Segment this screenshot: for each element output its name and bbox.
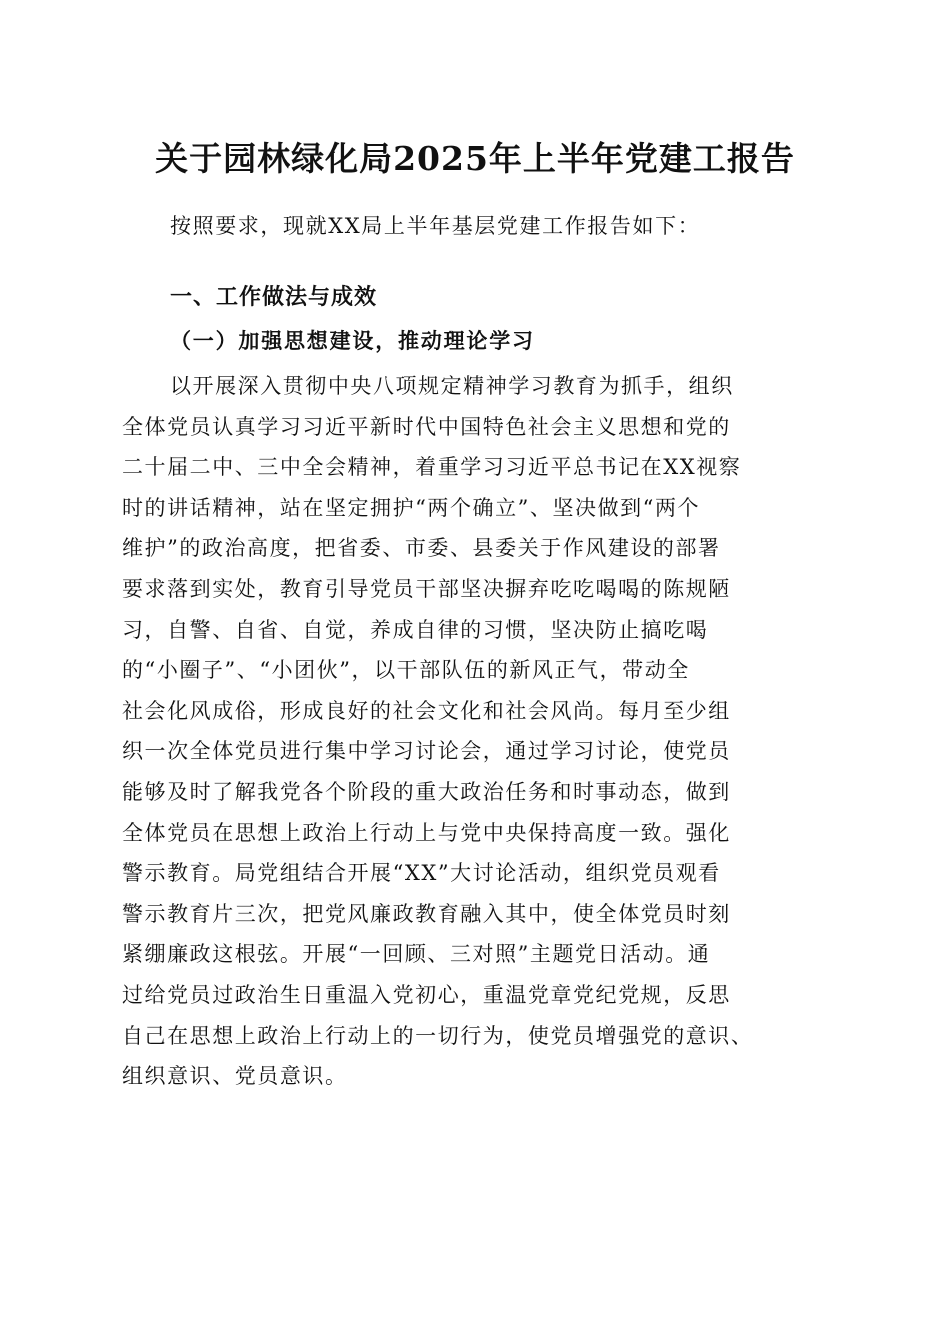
document-title: 关于园林绿化局2025年上半年党建工报告 bbox=[155, 139, 795, 178]
paragraph-line: 时的讲话精神，站在坚定拥护“两个确立”、坚决做到“两个 bbox=[122, 495, 701, 520]
paragraph-line: 警示教育。局党组结合开展“XX”大讨论活动，组织党员观看 bbox=[122, 861, 721, 886]
paragraph-line: 织一次全体党员进行集中学习讨论会，通过学习讨论，使党员 bbox=[122, 739, 731, 764]
section-heading: 一、工作做法与成效 bbox=[170, 285, 378, 310]
paragraph-line: 以开展深入贯彻中央八项规定精神学习教育为抓手，组织 bbox=[170, 374, 734, 398]
paragraph-line: 社会化风成俗，形成良好的社会文化和社会风尚。每月至少组 bbox=[122, 698, 731, 723]
paragraph-line: 紧绷廉政这根弦。开展“一回顾、三对照”主题党日活动。通 bbox=[122, 942, 711, 967]
paragraph-line: 警示教育片三次，把党风廉政教育融入其中，使全体党员时刻 bbox=[122, 901, 731, 926]
paragraph-line: 全体党员认真学习习近平新时代中国特色社会主义思想和党的 bbox=[122, 414, 731, 439]
paragraph-line: 要求落到实处，教育引导党员干部坚决摒弃吃吃喝喝的陈规陋 bbox=[122, 576, 731, 601]
paragraph-line: 维护”的政治高度，把省委、市委、县委关于作风建设的部署 bbox=[122, 536, 721, 561]
paragraph-line: 组织意识、党员意识。 bbox=[122, 1064, 348, 1089]
paragraph-line: 自己在思想上政治上行动上的一切行为，使党员增强党的意识、 bbox=[122, 1023, 754, 1048]
paragraph-line: 全体党员在思想上政治上行动上与党中央保持高度一致。强化 bbox=[122, 820, 731, 845]
subsection-heading: （一）加强思想建设，推动理论学习 bbox=[170, 328, 535, 353]
paragraph-line: 过给党员过政治生日重温入党初心，重温党章党纪党规，反思 bbox=[122, 982, 731, 1007]
paragraph-line: 能够及时了解我党各个阶段的重大政治任务和时事动态，做到 bbox=[122, 779, 731, 804]
paragraph-line: 二十届二中、三中全会精神，着重学习习近平总书记在XX视察 bbox=[122, 455, 742, 480]
paragraph-line: 习，自警、自省、自觉，养成自律的习惯，坚决防止搞吃喝 bbox=[122, 617, 709, 642]
body-paragraph bbox=[122, 366, 842, 1097]
intro-paragraph: 按照要求，现就XX局上半年基层党建工作报告如下： bbox=[170, 214, 701, 238]
paragraph-line: 的“小圈子”、“小团伙”，以干部队伍的新风正气，带动全 bbox=[122, 658, 690, 683]
